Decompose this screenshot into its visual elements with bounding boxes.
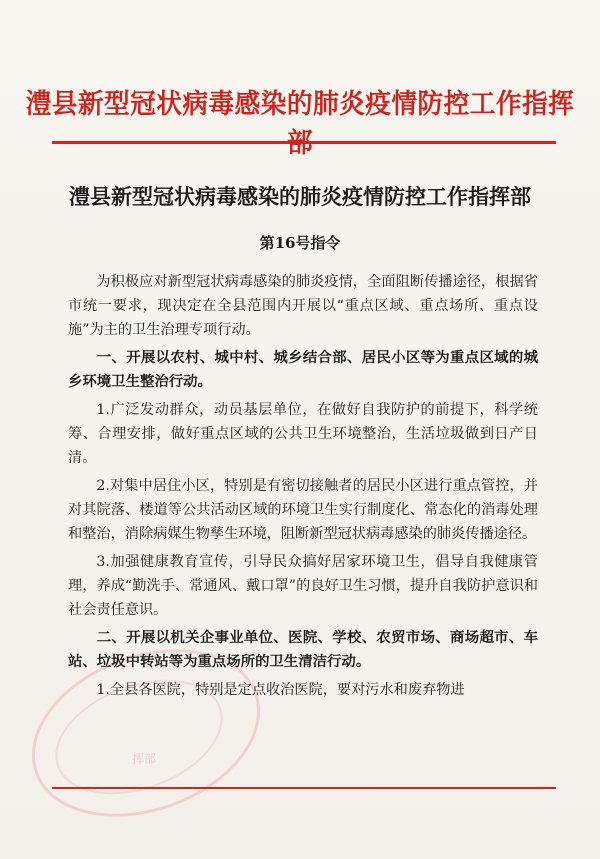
paragraph-2-1: 1.全县各医院，特别是定点收治医院，要对污水和废弃物进 — [96, 682, 465, 698]
red-rule-bottom — [52, 787, 556, 789]
masthead: 澧县新型冠状病毒感染的肺炎疫情防控工作指挥部 — [25, 89, 575, 159]
paragraph-1-2: 2.对集中居住小区，特别是有密切接触者的居民小区进行重点管控，并对其院落、楼道等公共活动区域的环境卫生实行制度化、常态化的消毒处理和整治，消除病媒生物孳生环境，阻断新型冠状病毒感染的肺炎传播途径。 — [68, 478, 538, 542]
document-subtitle: 第16号指令 — [259, 234, 341, 252]
section-heading-2: 二、开展以机关企事业单位、医院、学校、农贸市场、商场超市、车站、垃圾中转站等为重点场所的卫生清洁行动。 — [68, 630, 538, 670]
red-rule-top — [52, 141, 556, 144]
paragraph-1-3: 3.加强健康教育宣传，引导民众搞好居家环境卫生，倡导自我健康管理，养成“勤洗手、常通风、戴口罩”的良好卫生习惯，提升自我防护意识和社会责任意识。 — [68, 554, 538, 618]
intro-paragraph: 为积极应对新型冠状病毒感染的肺炎疫情，全面阻断传播途径，根据省市统一要求，现决定在全县范围内开展以“重点区域、重点场所、重点设施”为主的卫生治理专项行动。 — [68, 274, 538, 338]
document-title: 澧县新型冠状病毒感染的肺炎疫情防控工作指挥部 — [69, 184, 531, 209]
paragraph-1-1: 1.广泛发动群众，动员基层单位，在做好自我防护的前提下，科学统筹、合理安排，做好重点区域的公共卫生环境整治，生活垃圾做到日产日清。 — [68, 402, 538, 466]
document-body — [68, 270, 538, 706]
section-heading-1: 一、开展以农村、城中村、城乡结合部、居民小区等为重点区域的城乡环境卫生整治行动。 — [68, 350, 538, 390]
seal-text: 挥部 — [132, 752, 157, 766]
